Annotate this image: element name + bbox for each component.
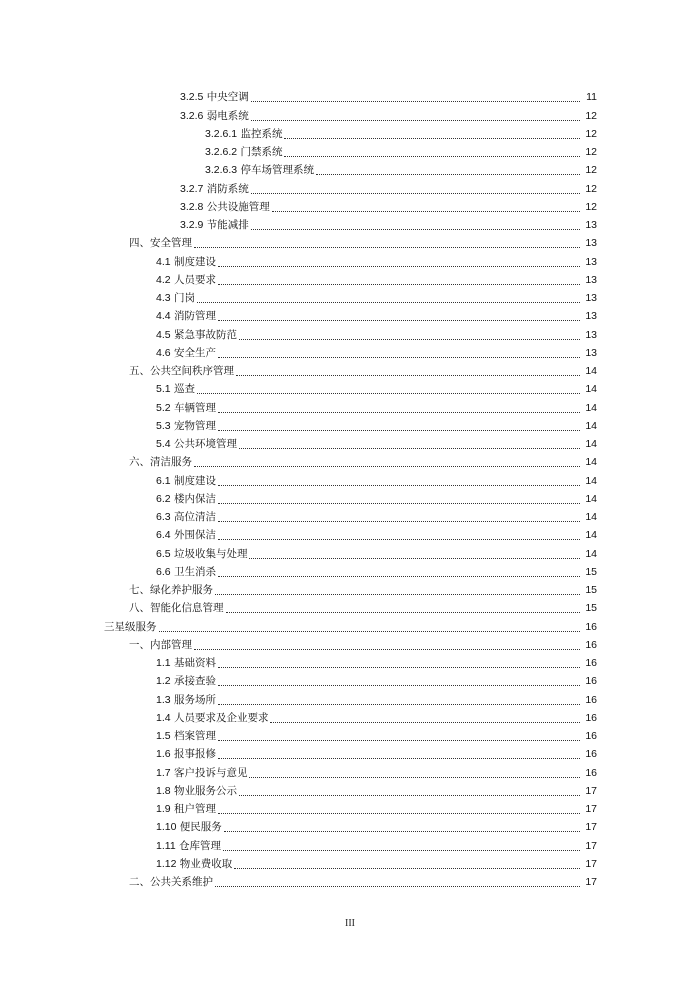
toc-entry-text: 门岗 [173,292,195,304]
toc-entry-text: 租户管理 [173,803,216,815]
toc-entry-text: 消防系统 [206,182,249,195]
toc-entry-number: 6.4 [156,529,171,542]
toc-entry-title [156,657,218,670]
toc-entry-title [156,730,218,743]
toc-leader-dots [223,850,580,851]
toc-entry-page: 16 [585,657,597,669]
toc-entry-number: 6.5 [156,547,171,560]
toc-entry-page: 12 [585,164,597,177]
toc-entry-title [156,566,218,579]
toc-entry-text: 内部管理 [150,638,192,651]
toc-entry-number: 3.2.9 [180,219,204,231]
toc-entry-title [156,803,218,816]
toc-entry-text: 宠物管理 [173,419,216,432]
toc-leader-dots [218,704,580,705]
toc-entry-title [156,402,218,415]
toc-leader-dots [194,247,580,248]
toc-entry-text: 高位清洁 [173,511,216,523]
toc-entry-text: 人员要求 [173,273,216,286]
toc-entry-text: 清洁服务 [150,456,192,469]
toc-entry[interactable] [0,269,700,287]
toc-entry-number: 5.4 [156,438,171,450]
toc-entry[interactable] [0,104,700,122]
toc-entry-number: 5.1 [156,383,171,396]
toc-leader-dots [224,831,580,832]
toc-entry[interactable] [0,579,700,597]
toc-entry-title [104,621,159,634]
toc-entry-number: 二、 [129,876,150,888]
toc-entry-title [156,548,249,561]
toc-entry-title [205,146,284,159]
toc-entry-text: 物业服务公示 [173,784,237,797]
toc-entry[interactable] [0,652,700,670]
toc-entry-page: 11 [586,91,597,104]
toc-entry-page: 14 [585,401,597,414]
page-number: III [345,918,355,929]
toc-entry-title [129,876,215,889]
toc-entry-page: 13 [585,255,597,268]
toc-leader-dots [234,868,580,869]
toc-entry-number: 1.5 [156,730,171,742]
toc-entry-text: 巡查 [173,383,195,396]
toc-entry-page: 14 [585,529,597,542]
toc-entry-title [156,511,218,524]
toc-entry-title [156,712,270,725]
table-of-contents [0,86,700,889]
toc-leader-dots [218,740,580,741]
toc-entry-text: 公共环境管理 [173,438,237,450]
toc-entry-page: 17 [585,803,597,815]
toc-entry-title [156,420,218,433]
toc-leader-dots [251,229,580,230]
toc-entry[interactable] [0,542,700,560]
toc-entry-text: 楼内保洁 [173,492,216,505]
toc-entry-number: 4.4 [156,310,171,323]
toc-leader-dots [251,120,580,121]
toc-entry-page: 12 [585,182,597,195]
toc-leader-dots [218,284,580,285]
toc-entry-title [129,456,194,469]
toc-entry-text: 车辆管理 [173,401,216,414]
toc-leader-dots [284,138,580,139]
toc-entry-text: 垃圾收集与处理 [173,547,248,560]
toc-entry-text: 公共关系维护 [150,876,213,888]
toc-leader-dots [197,393,580,394]
toc-entry-number: 1.2 [156,675,171,688]
toc-entry-text: 基础资料 [173,657,216,669]
toc-entry-number: 五、 [129,365,150,377]
toc-entry-text: 中央空调 [206,91,249,104]
toc-leader-dots [218,503,580,504]
toc-entry-page: 16 [585,638,597,651]
toc-entry[interactable] [0,597,700,615]
toc-entry-title [180,183,251,196]
toc-entry-number: 6.2 [156,492,171,505]
toc-entry[interactable] [0,506,700,524]
toc-entry[interactable] [0,816,700,834]
toc-entry-page: 12 [585,200,597,213]
toc-entry-page: 16 [585,675,597,688]
toc-entry[interactable] [0,725,700,743]
toc-entry-number: 3.2.7 [180,182,204,195]
toc-entry-page: 13 [585,292,597,304]
toc-entry-text: 人员要求及企业要求 [173,711,269,724]
toc-leader-dots [239,448,580,449]
toc-entry-text: 制度建设 [173,255,216,268]
toc-entry[interactable] [0,177,700,195]
toc-entry-page: 14 [585,456,597,469]
toc-entry[interactable] [0,287,700,305]
toc-entry-page: 12 [585,146,597,158]
toc-entry-number: 6.3 [156,511,171,523]
toc-entry-page: 15 [585,584,597,596]
toc-entry[interactable] [0,615,700,633]
toc-entry-number: 5.3 [156,419,171,432]
toc-entry-number: 3.2.6.3 [205,164,238,177]
toc-entry[interactable] [0,305,700,323]
toc-entry[interactable] [0,232,700,250]
toc-leader-dots [218,357,580,358]
toc-entry-text: 服务场所 [173,693,216,706]
toc-entry-page: 12 [585,127,597,140]
toc-entry-number: 3.2.6.1 [205,127,238,140]
toc-leader-dots [218,576,580,577]
toc-entry[interactable] [0,853,700,871]
toc-entry-page: 17 [585,821,597,834]
toc-leader-dots [197,302,580,303]
toc-entry-page: 13 [585,219,597,231]
toc-entry-number: 四、 [129,237,150,250]
toc-entry-page: 13 [585,346,597,359]
toc-leader-dots [218,667,580,668]
toc-entry-number: 1.9 [156,803,171,815]
toc-entry-title [156,383,197,396]
toc-entry-title [156,475,218,488]
toc-leader-dots [218,485,580,486]
toc-entry-number: 4.5 [156,328,171,341]
toc-entry-text: 仓库管理 [179,839,222,852]
toc-leader-dots [218,758,580,759]
toc-entry[interactable] [0,670,700,688]
toc-entry-page: 17 [585,857,597,870]
toc-entry-text: 客户投诉与意见 [173,766,248,779]
toc-leader-dots [284,156,580,157]
toc-entry-text: 公共设施管理 [206,200,270,213]
toc-leader-dots [316,174,580,175]
toc-entry[interactable] [0,214,700,232]
toc-entry-number: 6.6 [156,565,171,578]
toc-entry-page: 13 [585,273,597,286]
toc-entry-number: 七、 [129,584,150,596]
toc-entry[interactable] [0,561,700,579]
toc-entry-title [129,639,194,652]
toc-entry-title [156,529,218,542]
toc-leader-dots [218,521,580,522]
toc-leader-dots [251,193,580,194]
toc-leader-dots [226,612,581,613]
toc-entry-text: 弱电系统 [206,109,249,122]
toc-entry-page: 14 [585,511,597,523]
toc-entry-title [156,438,239,451]
toc-entry-page: 16 [585,711,597,724]
toc-entry-text: 便民服务 [179,821,222,834]
toc-leader-dots [270,722,580,723]
toc-leader-dots [218,266,580,267]
toc-entry-page: 17 [585,876,597,888]
toc-entry-page: 16 [585,620,597,633]
toc-entry-text: 监控系统 [240,127,283,140]
toc-entry-title [156,274,218,287]
toc-leader-dots [215,594,580,595]
toc-entry-page: 17 [585,784,597,797]
toc-leader-dots [218,430,580,431]
toc-entry[interactable] [0,433,700,451]
toc-leader-dots [215,886,580,887]
toc-entry-title [156,767,249,780]
toc-entry-page: 16 [585,748,597,761]
toc-entry-page: 13 [585,310,597,323]
toc-leader-dots [159,631,581,632]
toc-entry-text: 智能化信息管理 [150,602,224,615]
toc-entry[interactable] [0,378,700,396]
toc-entry[interactable] [0,86,700,104]
toc-entry-page: 14 [585,492,597,505]
toc-entry-text: 门禁系统 [240,146,283,158]
toc-entry[interactable] [0,323,700,341]
toc-entry-number: 1.6 [156,748,171,761]
toc-entry-page: 14 [585,365,597,377]
toc-entry-page: 16 [585,730,597,742]
toc-entry-page: 16 [585,693,597,706]
toc-entry-page: 15 [585,602,597,615]
toc-entry[interactable] [0,871,700,889]
toc-entry[interactable] [0,360,700,378]
toc-entry[interactable] [0,488,700,506]
toc-leader-dots [249,558,580,559]
toc-leader-dots [194,466,580,467]
toc-entry-text: 卫生消杀 [173,565,216,578]
toc-entry-number: 3.2.6 [180,109,204,122]
toc-entry-title [156,840,223,853]
toc-entry[interactable] [0,396,700,414]
toc-entry[interactable] [0,743,700,761]
toc-entry-number: 4.3 [156,292,171,304]
toc-entry-title [156,493,218,506]
toc-entry-number: 4.1 [156,255,171,268]
toc-entry-title [129,584,215,597]
toc-entry[interactable] [0,451,700,469]
toc-entry-title [156,821,224,834]
toc-entry-title [156,256,218,269]
toc-entry-title [156,310,218,323]
toc-entry-title [129,237,194,250]
toc-entry-number: 1.7 [156,766,171,779]
toc-entry-number: 1.11 [156,839,176,852]
toc-entry[interactable] [0,780,700,798]
toc-entry-title [129,365,236,378]
toc-entry[interactable] [0,634,700,652]
toc-entry[interactable] [0,159,700,177]
toc-entry-page: 13 [585,328,597,341]
toc-entry-text: 安全生产 [173,346,216,359]
toc-entry-text: 三星级服务 [104,620,157,633]
toc-entry-title [205,164,316,177]
toc-entry[interactable] [0,469,700,487]
toc-entry[interactable] [0,123,700,141]
toc-entry-text: 承接查验 [173,675,216,688]
toc-entry-number: 3.2.8 [180,200,204,213]
toc-entry-title [156,748,218,761]
toc-entry-title [156,785,239,798]
toc-entry[interactable] [0,798,700,816]
toc-entry-title [180,110,251,123]
toc-entry[interactable] [0,141,700,159]
toc-leader-dots [218,412,580,413]
toc-entry-title [156,858,234,871]
toc-entry-page: 17 [585,839,597,852]
toc-entry-number: 5.2 [156,401,171,414]
toc-entry-title [156,347,218,360]
toc-entry-title [156,694,218,707]
toc-leader-dots [218,813,580,814]
toc-entry-page: 13 [585,237,597,250]
toc-entry-text: 节能减排 [206,219,249,231]
toc-entry[interactable] [0,834,700,852]
toc-leader-dots [218,320,580,321]
toc-entry[interactable] [0,250,700,268]
toc-entry-title [156,675,218,688]
toc-entry-number: 1.3 [156,693,171,706]
toc-leader-dots [194,649,580,650]
toc-entry-number: 4.2 [156,273,171,286]
toc-entry[interactable] [0,342,700,360]
toc-entry-text: 紧急事故防范 [173,328,237,341]
toc-leader-dots [239,795,580,796]
toc-leader-dots [218,685,580,686]
toc-entry-number: 八、 [129,602,150,615]
toc-entry-number: 1.8 [156,784,171,797]
toc-entry-text: 外围保洁 [173,529,216,542]
toc-entry-text: 安全管理 [150,237,192,250]
toc-entry-title [180,219,251,232]
toc-entry-page: 16 [585,766,597,779]
toc-entry-page: 14 [585,547,597,560]
toc-entry-text: 公共空间秩序管理 [150,365,234,377]
toc-entry-page: 12 [585,109,597,122]
toc-entry-text: 消防管理 [173,310,216,323]
toc-entry-number: 一、 [129,638,150,651]
toc-entry-number: 4.6 [156,346,171,359]
toc-entry-text: 报事报修 [173,748,216,761]
toc-entry-text: 绿化养护服务 [150,584,213,596]
toc-entry[interactable] [0,415,700,433]
toc-leader-dots [239,339,580,340]
toc-entry-number: 1.4 [156,711,171,724]
toc-entry[interactable] [0,688,700,706]
toc-entry-text: 停车场管理系统 [240,164,314,177]
toc-entry[interactable] [0,761,700,779]
toc-entry[interactable] [0,196,700,214]
toc-leader-dots [249,777,580,778]
toc-entry-number: 6.1 [156,474,171,487]
toc-entry[interactable] [0,524,700,542]
toc-leader-dots [218,539,580,540]
toc-entry-number: 1.12 [156,857,177,870]
toc-leader-dots [251,101,580,102]
toc-entry-page: 14 [585,438,597,450]
toc-entry-number: 3.2.5 [180,91,204,104]
toc-entry-text: 物业费收取 [179,857,233,870]
toc-entry-title [156,329,239,342]
toc-entry-text: 档案管理 [173,730,216,742]
toc-leader-dots [236,375,580,376]
toc-entry-page: 15 [585,565,597,578]
toc-entry-number: 1.10 [156,821,177,834]
toc-entry-page: 14 [585,419,597,432]
toc-entry-number: 3.2.6.2 [205,146,238,158]
toc-entry-title [129,602,226,615]
toc-entry-text: 制度建设 [173,474,216,487]
toc-entry-title [156,292,197,305]
toc-entry-title [205,128,284,141]
toc-entry-page: 14 [585,383,597,396]
toc-entry-number: 1.1 [156,657,171,669]
toc-entry-page: 14 [585,474,597,487]
toc-entry[interactable] [0,707,700,725]
toc-entry-title [180,91,251,104]
toc-entry-number: 六、 [129,456,150,469]
toc-leader-dots [272,211,580,212]
toc-entry-title [180,201,272,214]
